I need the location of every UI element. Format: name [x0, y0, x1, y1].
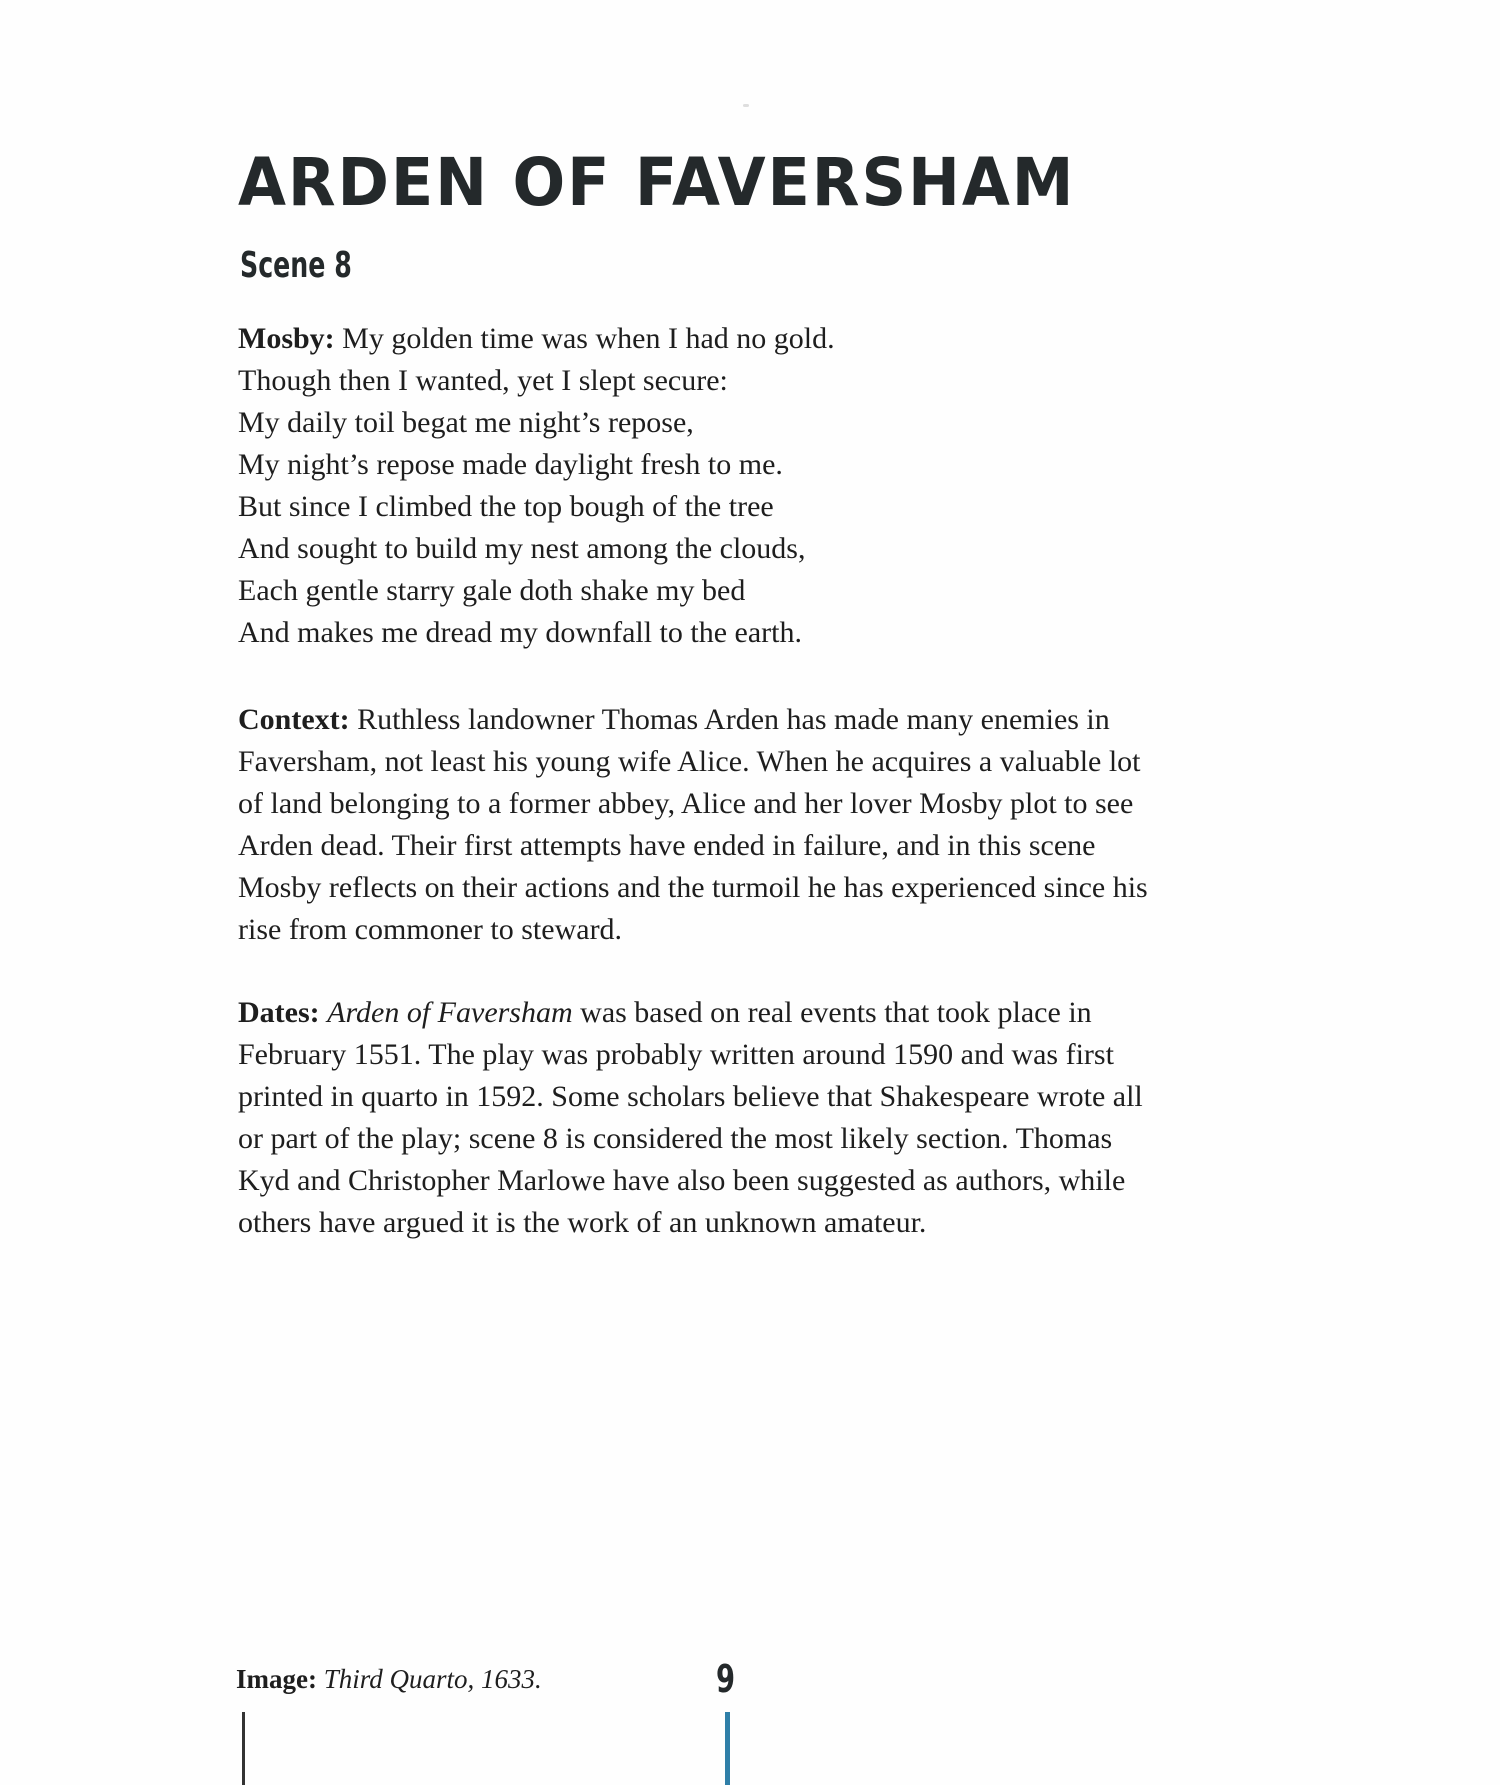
dates-paragraph [238, 992, 1238, 1244]
context-line: of land belonging to a former abbey, Alice and her lover Mosby plot to see [238, 787, 1134, 820]
play-title-italic: Arden of Faversham [327, 996, 573, 1029]
dates-line: or part of the play; scene 8 is considered the most likely section. Thomas [238, 1122, 1113, 1155]
dates-line [238, 992, 1238, 1034]
image-caption-text: Third Quarto, 1633. [323, 1664, 542, 1694]
verse-line [238, 318, 1238, 360]
left-margin-rule [242, 1712, 245, 1785]
center-accent-rule [725, 1712, 730, 1785]
speaker-label: Mosby: [238, 322, 335, 355]
context-line: Mosby reflects on their actions and the turmoil he has experienced since his [238, 871, 1148, 904]
context-line: rise from commoner to steward. [238, 913, 623, 946]
context-line-text: Ruthless landowner Thomas Arden has made many enemies in [357, 703, 1110, 736]
context-paragraph [238, 699, 1238, 951]
context-line [238, 699, 1238, 741]
page-title: ARDEN OF FAVERSHAM [238, 144, 1076, 221]
image-label: Image: [236, 1664, 317, 1694]
dates-line: Kyd and Christopher Marlowe have also been suggested as authors, while [238, 1164, 1126, 1197]
dates-label: Dates: [238, 996, 320, 1029]
dates-line: printed in quarto in 1592. Some scholars believe that Shakespeare wrote all [238, 1080, 1143, 1113]
context-line: Faversham, not least his young wife Alice. When he acquires a valuable lot [238, 745, 1141, 778]
verse-line: My daily toil begat me night’s repose, [238, 406, 694, 439]
scan-speck [743, 104, 749, 107]
verse-line-text: My golden time was when I had no gold. [342, 322, 835, 355]
verse-block [238, 318, 1238, 654]
verse-line: Though then I wanted, yet I slept secure: [238, 364, 728, 397]
context-line: Arden dead. Their first attempts have ended in failure, and in this scene [238, 829, 1096, 862]
dates-line: others have argued it is the work of an unknown amateur. [238, 1206, 927, 1239]
image-caption [236, 1664, 542, 1695]
dates-line: February 1551. The play was probably written around 1590 and was first [238, 1038, 1114, 1071]
verse-line: My night’s repose made daylight fresh to me. [238, 448, 783, 481]
scene-subtitle: Scene 8 [240, 245, 352, 286]
dates-line-text: was based on real events that took place in [580, 996, 1092, 1029]
verse-line: And sought to build my nest among the clouds, [238, 532, 806, 565]
verse-line: But since I climbed the top bough of the tree [238, 490, 774, 523]
verse-line: Each gentle starry gale doth shake my bed [238, 574, 746, 607]
verse-line: And makes me dread my downfall to the earth. [238, 616, 802, 649]
page-number: 9 [716, 1657, 736, 1701]
context-label: Context: [238, 703, 350, 736]
